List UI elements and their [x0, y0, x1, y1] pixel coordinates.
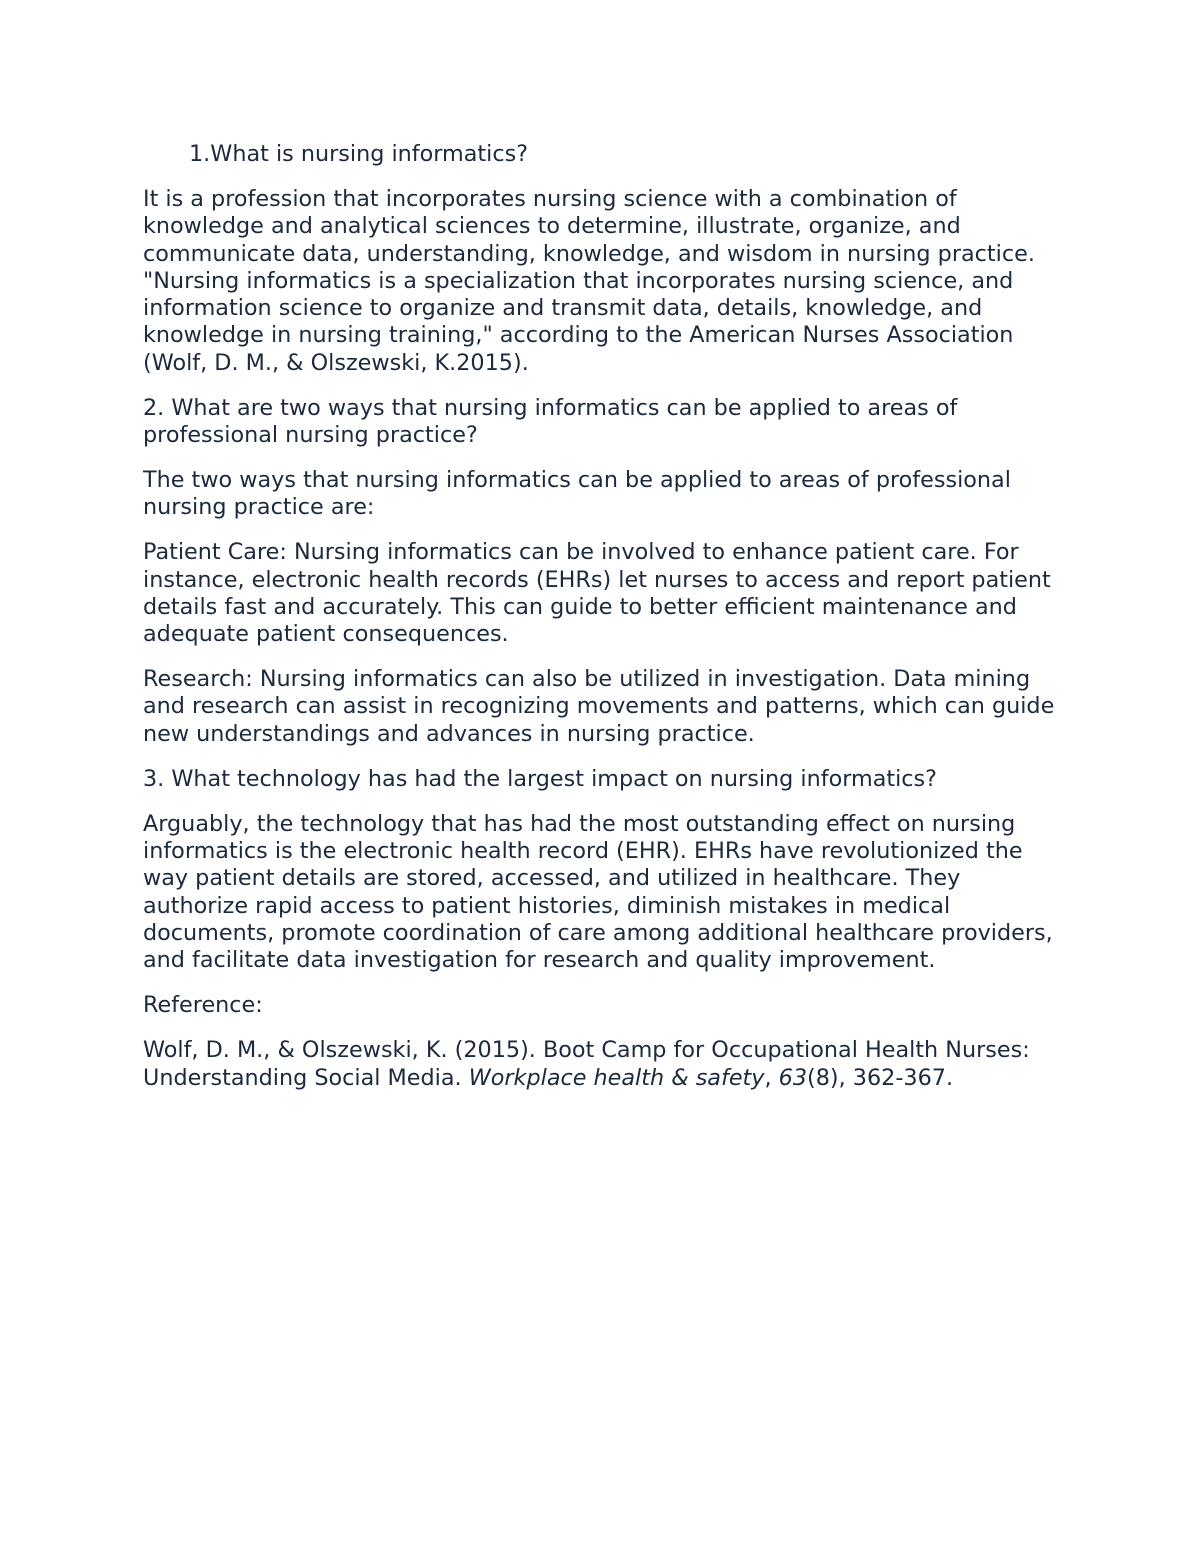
reference-volume: 63 — [778, 1064, 808, 1091]
question-2: 2. What are two ways that nursing informatics can be applied to areas of professional nursing practice? — [143, 394, 958, 449]
document-body — [143, 141, 1068, 1109]
answer-3: Arguably, the technology that has had the most outstanding effect on nursing informatics is the electronic health record (EHR). EHRs have revolutionized the way patient details are stored, accessed, and utilized in healthcare. They authorize rapid access to patient histories, diminish mistakes in medical documents, promote coordination of care among additional healthcare providers, and facilitate data investigation for research and quality improvement. — [143, 810, 1053, 974]
answer-2-patient-care: Patient Care: Nursing informatics can be involved to enhance patient care. For instance, electronic health records (EHRs) let nurses to access and report patient details fast and accurately. This can guide to better efficient maintenance and adequate patient consequences. — [143, 539, 1051, 648]
reference-authors-title: Wolf, D. M., & Olszewski, K. (2015). Boot Camp for Occupational Health Nurses: Understanding Social Media. — [143, 1037, 1030, 1091]
reference-heading: Reference: — [143, 992, 263, 1019]
reference-separator: , — [764, 1064, 779, 1091]
reference-entry — [143, 1037, 1068, 1092]
answer-2-research: Research: Nursing informatics can also be utilized in investigation. Data mining and research can assist in recognizing movements and patterns, which can guide new understandings and advances in nursing practice. — [143, 666, 1055, 747]
reference-issue-pages: (8), 362-367. — [807, 1064, 954, 1091]
question-3: 3. What technology has had the largest impact on nursing informatics? — [143, 765, 938, 792]
answer-1: It is a profession that incorporates nursing science with a combination of knowledge and analytical sciences to determine, illustrate, organize, and communicate data, understanding, knowledge, and wisdom in nursing practice. "Nursing informatics is a specialization that incorporates nursing science, and information science to organize and transmit data, details, knowledge, and knowledge in nursing training," according to the American Nurses Association (Wolf, D. M., & Olszewski, K.2015). — [143, 185, 1035, 376]
question-1: 1.What is nursing informatics? — [189, 141, 529, 167]
answer-2-intro: The two ways that nursing informatics can be applied to areas of professional nursing practice are: — [143, 467, 1011, 521]
reference-journal: Workplace health & safety — [468, 1064, 765, 1091]
